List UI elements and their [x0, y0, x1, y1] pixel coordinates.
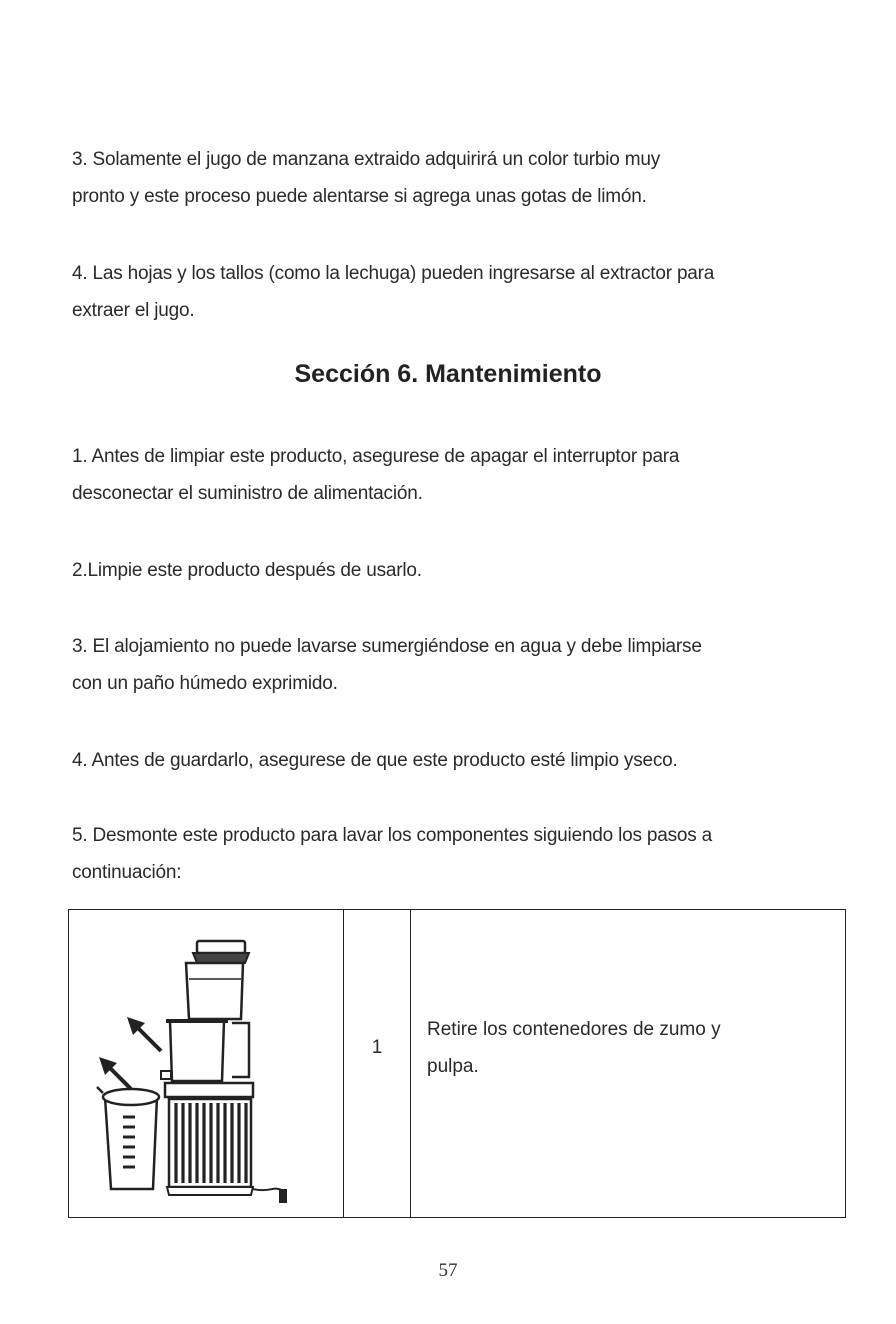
paragraph-maintenance-1: [72, 438, 832, 512]
step-illustration-cell: [69, 910, 344, 1218]
paragraph-maintenance-3: [72, 628, 832, 702]
disassembly-steps-table: [68, 909, 846, 1218]
step-number: 1: [371, 1036, 383, 1058]
page-number: 57: [438, 1260, 458, 1281]
paragraph-line: 5. Desmonte este producto para lavar los componentes siguiendo los pasos a: [72, 825, 713, 846]
paragraph-line: extraer el jugo.: [72, 300, 195, 321]
paragraph-leaves-stems: [72, 255, 832, 329]
paragraph-line: 1. Antes de limpiar este producto, asegurese de apagar el interruptor para: [72, 446, 680, 467]
paragraph-maintenance-4: [72, 742, 832, 779]
paragraph-line: 2.Limpie este producto después de usarlo.: [72, 560, 422, 581]
section-heading: Sección 6. Mantenimiento: [294, 360, 602, 388]
step-description: [427, 1011, 845, 1085]
paragraph-line: 3. El alojamiento no puede lavarse sumergiéndose en agua y debe limpiarse: [72, 636, 702, 657]
paragraph-line: 4. Antes de guardarlo, asegurese de que este producto esté limpio yseco.: [72, 750, 678, 771]
paragraph-line: con un paño húmedo exprimido.: [72, 673, 338, 694]
step-number-cell: [344, 910, 411, 1218]
paragraph-line: 3. Solamente el jugo de manzana extraido adquirirá un color turbio muy: [72, 149, 661, 170]
step-description-cell: [411, 910, 846, 1218]
paragraph-line: desconectar el suministro de alimentación.: [72, 483, 423, 504]
arrow-up-left-icon: [99, 1057, 131, 1089]
arrow-up-left-icon: [127, 1017, 161, 1051]
step-description-line: Retire los contenedores de zumo y: [427, 1018, 721, 1040]
table-row: [69, 910, 846, 1218]
paragraph-line: pronto y este proceso puede alentarse si agrega unas gotas de limón.: [72, 186, 647, 207]
paragraph-apple-juice: [72, 141, 832, 215]
paragraph-maintenance-5: [72, 817, 832, 891]
step-description-line: pulpa.: [427, 1055, 479, 1077]
paragraph-maintenance-2: [72, 552, 832, 589]
paragraph-line: continuación:: [72, 862, 182, 883]
paragraph-line: 4. Las hojas y los tallos (como la lechuga) pueden ingresarse al extractor para: [72, 263, 715, 284]
juicer-disassembly-illustration: [69, 911, 343, 1217]
